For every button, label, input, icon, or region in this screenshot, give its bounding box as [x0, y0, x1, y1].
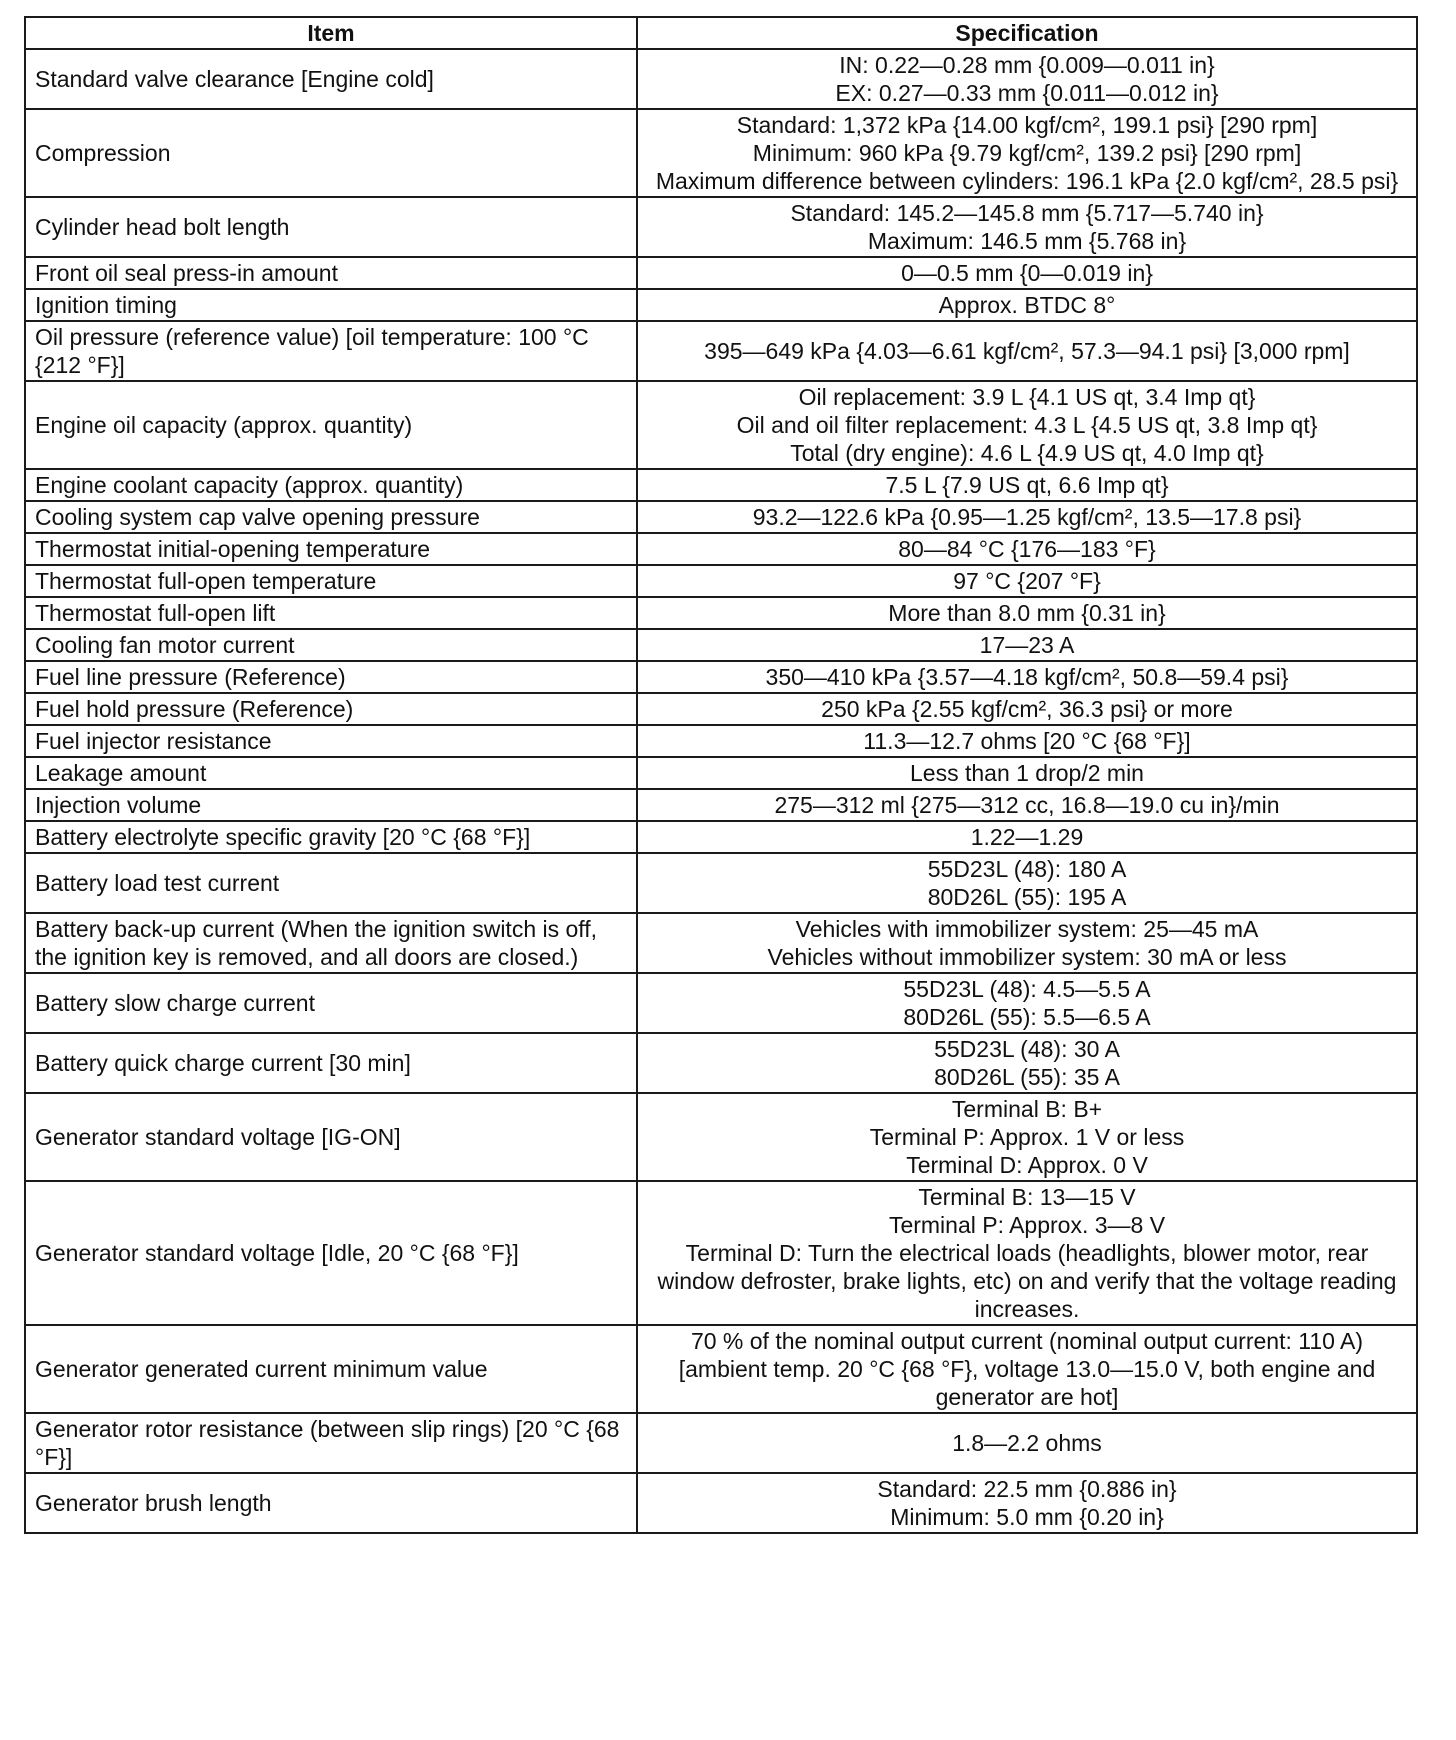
specification-line: 250 kPa {2.55 kgf/cm², 36.3 psi} or more [821, 696, 1233, 722]
item-cell: Cylinder head bolt length [25, 197, 637, 257]
specification-cell [637, 597, 1417, 629]
item-cell: Fuel hold pressure (Reference) [25, 693, 637, 725]
specification-line: 80D26L (55): 5.5—6.5 A [903, 1004, 1151, 1030]
specification-line: 55D23L (48): 4.5—5.5 A [903, 976, 1151, 1002]
item-cell: Generator standard voltage [IG-ON] [25, 1093, 637, 1181]
item-cell: Generator brush length [25, 1473, 637, 1533]
header-specification: Specification [637, 17, 1417, 49]
item-cell: Battery back-up current (When the ignition switch is off, the ignition key is removed, and all doors are closed.) [25, 913, 637, 973]
specification-line: Terminal P: Approx. 1 V or less [869, 1124, 1185, 1150]
spec-sheet [24, 16, 1416, 1534]
specification-cell [637, 469, 1417, 501]
specification-cell [637, 629, 1417, 661]
specification-cell [637, 257, 1417, 289]
specification-cell [637, 1181, 1417, 1325]
specification-cell [637, 1473, 1417, 1533]
specification-line: 70 % of the nominal output current (nominal output current: 110 A) [ambient temp. 20 °C {68 °F}, voltage 13.0—15.0 V, both engine and generator are hot] [678, 1328, 1376, 1410]
specification-line: More than 8.0 mm {0.31 in} [888, 600, 1166, 626]
specification-cell [637, 853, 1417, 913]
table-row [25, 1473, 1417, 1533]
specification-cell [637, 321, 1417, 381]
table-row [25, 381, 1417, 469]
specification-line: 55D23L (48): 180 A [927, 856, 1127, 882]
specification-line: 80—84 °C {176—183 °F} [898, 536, 1156, 562]
table-row [25, 1413, 1417, 1473]
specification-cell [637, 821, 1417, 853]
specification-line: 17—23 A [979, 632, 1075, 658]
specification-line: IN: 0.22—0.28 mm {0.009—0.011 in} [839, 52, 1215, 78]
table-row [25, 257, 1417, 289]
specification-cell [637, 789, 1417, 821]
specification-line: Terminal D: Approx. 0 V [906, 1152, 1148, 1178]
header-item: Item [25, 17, 637, 49]
table-row [25, 469, 1417, 501]
item-cell: Cooling system cap valve opening pressure [25, 501, 637, 533]
header-row [25, 17, 1417, 49]
item-cell: Thermostat full-open temperature [25, 565, 637, 597]
table-row [25, 1093, 1417, 1181]
item-cell: Front oil seal press-in amount [25, 257, 637, 289]
specification-line: 275—312 ml {275—312 cc, 16.8—19.0 cu in}/min [774, 792, 1280, 818]
item-cell: Compression [25, 109, 637, 197]
item-cell: Fuel line pressure (Reference) [25, 661, 637, 693]
specification-line: Less than 1 drop/2 min [910, 760, 1144, 786]
table-row [25, 533, 1417, 565]
specification-line: Terminal P: Approx. 3—8 V [888, 1212, 1166, 1238]
specification-line: Maximum difference between cylinders: 196.1 kPa {2.0 kgf/cm², 28.5 psi} [655, 168, 1399, 194]
specification-line: 350—410 kPa {3.57—4.18 kgf/cm², 50.8—59.4 psi} [765, 664, 1289, 690]
specification-line: 80D26L (55): 195 A [927, 884, 1127, 910]
table-row [25, 913, 1417, 973]
table-row [25, 853, 1417, 913]
item-cell: Engine oil capacity (approx. quantity) [25, 381, 637, 469]
specification-cell [637, 533, 1417, 565]
specification-line: 11.3—12.7 ohms [20 °C {68 °F}] [863, 728, 1191, 754]
item-cell: Leakage amount [25, 757, 637, 789]
table-row [25, 197, 1417, 257]
specification-line: 1.22—1.29 [970, 824, 1084, 850]
specification-cell [637, 693, 1417, 725]
specification-line: 395—649 kPa {4.03—6.61 kgf/cm², 57.3—94.1 psi} [3,000 rpm] [704, 338, 1350, 364]
table-row [25, 597, 1417, 629]
table-row [25, 789, 1417, 821]
specification-cell [637, 1325, 1417, 1413]
table-row [25, 289, 1417, 321]
specification-cell [637, 913, 1417, 973]
specification-line: 80D26L (55): 35 A [934, 1064, 1120, 1090]
specification-cell [637, 973, 1417, 1033]
specification-line: Terminal D: Turn the electrical loads (headlights, blower motor, rear window defroster, brake lights, etc) on and verify that the voltage reading increases. [657, 1240, 1397, 1322]
specification-line: Approx. BTDC 8° [938, 292, 1116, 318]
item-cell: Battery electrolyte specific gravity [20 °C {68 °F}] [25, 821, 637, 853]
table-row [25, 821, 1417, 853]
specification-line: 55D23L (48): 30 A [934, 1036, 1120, 1062]
specification-line: 93.2—122.6 kPa {0.95—1.25 kgf/cm², 13.5—17.8 psi} [752, 504, 1302, 530]
table-row [25, 565, 1417, 597]
item-cell: Oil pressure (reference value) [oil temperature: 100 °C {212 °F}] [25, 321, 637, 381]
specification-line: Oil and oil filter replacement: 4.3 L {4.5 US qt, 3.8 Imp qt} [736, 412, 1318, 438]
specification-cell [637, 1093, 1417, 1181]
item-cell: Generator standard voltage [Idle, 20 °C {68 °F}] [25, 1181, 637, 1325]
item-cell: Battery slow charge current [25, 973, 637, 1033]
table-row [25, 973, 1417, 1033]
specification-line: 7.5 L {7.9 US qt, 6.6 Imp qt} [885, 472, 1169, 498]
item-cell: Battery load test current [25, 853, 637, 913]
table-row [25, 321, 1417, 381]
specification-line: Total (dry engine): 4.6 L {4.9 US qt, 4.0 Imp qt} [790, 440, 1264, 466]
specification-cell [637, 757, 1417, 789]
specification-line: 97 °C {207 °F} [953, 568, 1101, 594]
item-cell: Engine coolant capacity (approx. quantity) [25, 469, 637, 501]
specification-line: Terminal B: B+ [951, 1096, 1103, 1122]
item-cell: Fuel injector resistance [25, 725, 637, 757]
specification-cell [637, 289, 1417, 321]
table-row [25, 661, 1417, 693]
table-row [25, 757, 1417, 789]
table-body [25, 49, 1417, 1533]
item-cell: Ignition timing [25, 289, 637, 321]
table-row [25, 49, 1417, 109]
specification-cell [637, 109, 1417, 197]
table-row [25, 1181, 1417, 1325]
specification-cell [637, 565, 1417, 597]
table-row [25, 693, 1417, 725]
specification-table [24, 16, 1418, 1534]
item-cell: Cooling fan motor current [25, 629, 637, 661]
specification-cell [637, 725, 1417, 757]
specification-line: 1.8—2.2 ohms [952, 1430, 1102, 1456]
specification-line: Minimum: 5.0 mm {0.20 in} [890, 1504, 1164, 1530]
specification-line: Terminal B: 13—15 V [918, 1184, 1136, 1210]
specification-line: Oil replacement: 3.9 L {4.1 US qt, 3.4 Imp qt} [798, 384, 1256, 410]
specification-cell [637, 1413, 1417, 1473]
item-cell: Standard valve clearance [Engine cold] [25, 49, 637, 109]
specification-cell [637, 381, 1417, 469]
specification-cell [637, 197, 1417, 257]
specification-cell [637, 661, 1417, 693]
item-cell: Thermostat initial-opening temperature [25, 533, 637, 565]
specification-line: 0—0.5 mm {0—0.019 in} [901, 260, 1153, 286]
specification-cell [637, 1033, 1417, 1093]
table-row [25, 1325, 1417, 1413]
item-cell: Battery quick charge current [30 min] [25, 1033, 637, 1093]
specification-line: Maximum: 146.5 mm {5.768 in} [867, 228, 1187, 254]
specification-line: EX: 0.27—0.33 mm {0.011—0.012 in} [835, 80, 1219, 106]
specification-line: Minimum: 960 kPa {9.79 kgf/cm², 139.2 psi} [290 rpm] [752, 140, 1302, 166]
item-cell: Thermostat full-open lift [25, 597, 637, 629]
specification-line: Standard: 1,372 kPa {14.00 kgf/cm², 199.1 psi} [290 rpm] [736, 112, 1318, 138]
specification-line: Vehicles without immobilizer system: 30 mA or less [767, 944, 1287, 970]
specification-line: Standard: 145.2—145.8 mm {5.717—5.740 in} [790, 200, 1264, 226]
table-row [25, 109, 1417, 197]
table-row [25, 725, 1417, 757]
table-row [25, 629, 1417, 661]
specification-cell [637, 501, 1417, 533]
item-cell: Generator rotor resistance (between slip rings) [20 °C {68 °F}] [25, 1413, 637, 1473]
item-cell: Injection volume [25, 789, 637, 821]
specification-cell [637, 49, 1417, 109]
specification-line: Standard: 22.5 mm {0.886 in} [877, 1476, 1177, 1502]
table-row [25, 1033, 1417, 1093]
specification-line: Vehicles with immobilizer system: 25—45 mA [795, 916, 1259, 942]
item-cell: Generator generated current minimum value [25, 1325, 637, 1413]
table-row [25, 501, 1417, 533]
